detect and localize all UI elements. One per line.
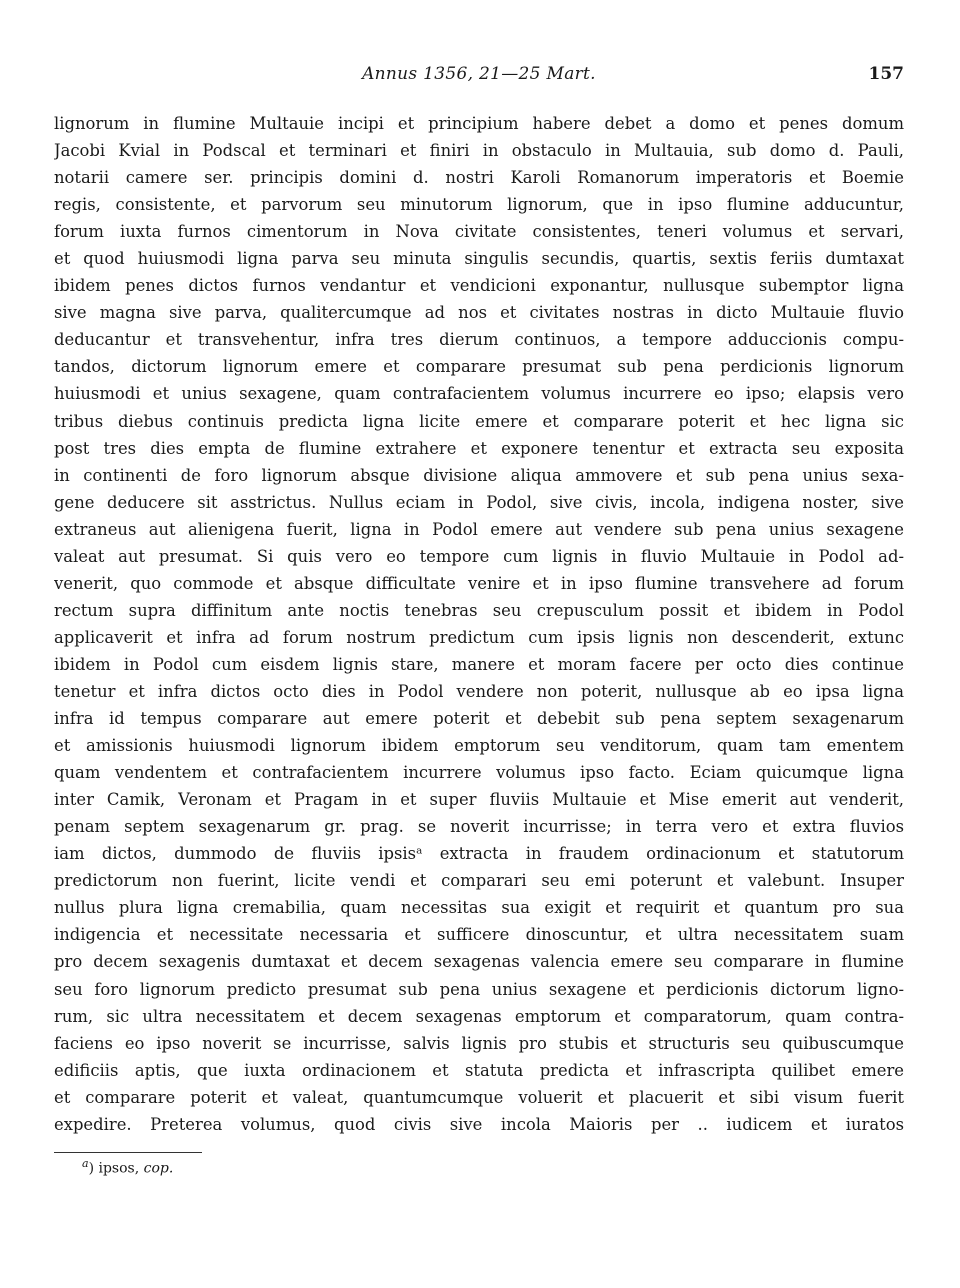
text-line: penam septem sexagenarum gr. prag. se noverit incurrisse; in terra vero et extra fluvios: [54, 817, 904, 837]
text-line: ibidem penes dictos furnos vendantur et vendicioni exponantur, nullusque subemptor ligna: [54, 276, 904, 296]
text-line: tribus diebus continuis predicta ligna licite emere et comparare poterit et hec ligna sic: [54, 411, 904, 431]
body-text: [54, 110, 904, 1138]
text-line: post tres dies empta de flumine extrahere et exponere tenentur et extracta seu exposita: [54, 438, 904, 458]
footnote-source: cop.: [143, 1160, 174, 1177]
page-number: 157: [868, 64, 904, 84]
text-line: pro decem sexagenis dumtaxat et decem sexagenas valencia emere seu comparare in flumine: [54, 952, 904, 972]
text-line: regis, consistente, et parvorum seu minutorum lignorum, que in ipso flumine adducuntur,: [54, 195, 904, 215]
text-line: et comparare poterit et valeat, quantumcumque voluerit et placuerit et sibi visum fuerit: [54, 1087, 904, 1107]
footnote-rule: [54, 1152, 202, 1153]
text-line: lignorum in flumine Multauie incipi et principium habere debet a domo et penes domum: [54, 114, 904, 133]
text-line: inter Camik, Veronam et Pragam in et super fluviis Multauie et Mise emerit aut venderit,: [54, 790, 904, 810]
footnote: [54, 1157, 904, 1177]
text-line: in continenti de foro lignorum absque divisione aliqua ammovere et sub pena unius sexa-: [54, 465, 904, 485]
text-line: seu foro lignorum predicto presumat sub pena unius sexagene et perdicionis dictorum ligno-: [54, 979, 904, 999]
footnote-mark: a: [82, 1156, 89, 1170]
text-line: gene deducere sit asstrictus. Nullus eciam in Podol, sive civis, incola, indigena noster, sive: [54, 492, 904, 512]
text-line: tenetur et infra dictos octo dies in Podol vendere non poterit, nullusque ab eo ipsa ligna: [54, 681, 904, 701]
text-line: tandos, dictorum lignorum emere et comparare presumat sub pena perdicionis lignorum: [54, 357, 904, 377]
text-line: faciens eo ipso noverit se incurrisse, salvis lignis pro stubis et structuris seu quibuscumque: [54, 1033, 904, 1053]
text-line: Jacobi Kvial in Podscal et terminari et finiri in obstaculo in Multauia, sub domo d. Pauli,: [54, 141, 904, 161]
running-head: [54, 60, 904, 88]
text-line: indigencia et necessitate necessaria et sufficere dinoscuntur, et ultra necessitatem suam: [54, 925, 904, 945]
text-line: extraneus aut alienigena fuerit, ligna in Podol emere aut vendere sub pena unius sexagene: [54, 519, 904, 539]
text-line: edificiis aptis, que iuxta ordinacionem et statuta predicta et infrascripta quilibet emere: [54, 1060, 904, 1080]
text-line: quam vendentem et contrafacientem incurrere volumus ipso facto. Eciam quicumque ligna: [54, 763, 904, 783]
text-line: applicaverit et infra ad forum nostrum predictum cum ipsis lignis non descenderit, extunc: [54, 627, 904, 647]
text-line: ibidem in Podol cum eisdem lignis stare, manere et moram facere per octo dies continue: [54, 654, 904, 674]
text-line: expedire. Preterea volumus, quod civis sive incola Maioris per .. iudicem et iuratos: [54, 1114, 904, 1134]
text-line: valeat aut presumat. Si quis vero eo tempore cum lignis in fluvio Multauie in Podol ad-: [54, 546, 904, 566]
text-line: predictorum non fuerint, licite vendi et comparari seu emi poterunt et valebunt. Insuper: [54, 871, 904, 891]
text-line: rectum supra diffinitum ante noctis tenebras seu crepusculum possit et ibidem in Podol: [54, 600, 904, 620]
text-line: rum, sic ultra necessitatem et decem sexagenas emptorum et comparatorum, quam contra-: [54, 1006, 904, 1026]
text-line: huiusmodi et unius sexagene, quam contrafacientem volumus incurrere eo ipso; elapsis vero: [54, 384, 904, 404]
text-line: venerit, quo commode et absque difficultate venire et in ipso flumine transvehere ad forum: [54, 573, 904, 593]
text-line: infra id tempus comparare aut emere poterit et debebit sub pena septem sexagenarum: [54, 709, 904, 729]
footnote-text: ) ipsos,: [88, 1160, 140, 1177]
text-line: nullus plura ligna cremabilia, quam necessitas sua exigit et requirit et quantum pro sua: [54, 898, 904, 918]
text-line: forum iuxta furnos cimentorum in Nova civitate consistentes, teneri volumus et servari,: [54, 222, 904, 242]
text-line: sive magna sive parva, qualitercumque ad nos et civitates nostras in dicto Multauie fluvio: [54, 303, 904, 323]
text-line: et amissionis huiusmodi lignorum ibidem emptorum seu venditorum, quam tam ementem: [54, 736, 904, 756]
text-line: deducantur et transvehentur, infra tres dierum continuos, a tempore adduccionis compu-: [54, 330, 904, 350]
running-title: Annus 1356, 21—25 Mart.: [362, 64, 596, 84]
text-line: iam dictos, dummodo de fluviis ipsisᵃ extracta in fraudem ordinacionum et statutorum: [54, 844, 904, 864]
document-page: [54, 60, 904, 1176]
text-line: et quod huiusmodi ligna parva seu minuta singulis secundis, quartis, sextis feriis dumtaxat: [54, 249, 904, 269]
text-line: notarii camere ser. principis domini d. nostri Karoli Romanorum imperatoris et Boemie: [54, 168, 904, 188]
